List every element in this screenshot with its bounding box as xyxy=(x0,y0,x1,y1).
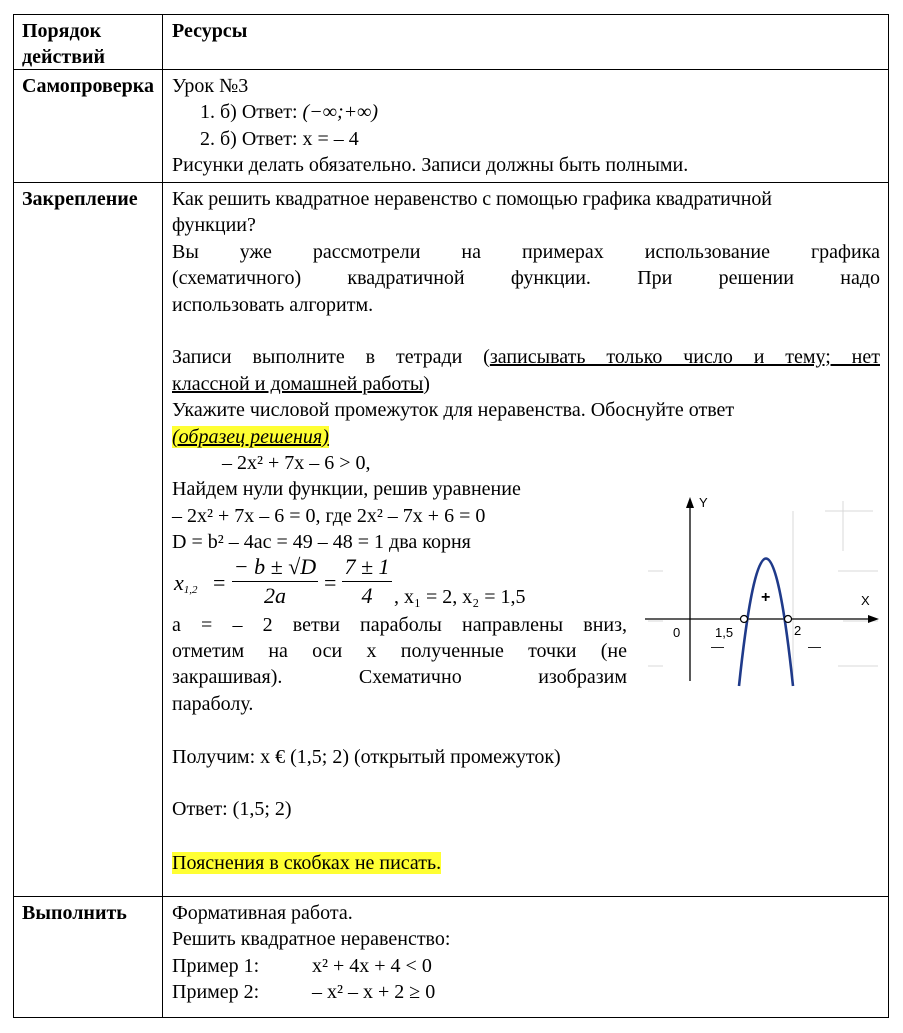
selfcheck-label-cell xyxy=(14,70,163,182)
roots-result: , x₁ = 2, x₂ = 1,5 xyxy=(394,585,526,608)
notes-prefix: Записи выполните в тетради ( xyxy=(172,346,490,369)
spacer xyxy=(172,717,880,743)
item-1-text: б) Ответ: xyxy=(220,101,298,124)
execute-label-cell xyxy=(14,897,163,1017)
selfcheck-note: Рисунки делать обязательно. Записи должны быть полными. xyxy=(172,154,689,177)
execute-row xyxy=(14,897,888,1017)
inequality: – 2x² + 7x – 6 > 0, xyxy=(222,452,371,475)
notes-underlined-2: классной и домашней работы xyxy=(172,372,424,395)
example-1 xyxy=(172,953,880,979)
consolidation-label: Закрепление xyxy=(22,188,138,210)
example-2 xyxy=(172,979,880,1005)
roots-equals-2: = xyxy=(324,569,337,595)
header-col-resources xyxy=(163,15,888,69)
paragraph-2 xyxy=(172,612,627,718)
item-1-number: 1. xyxy=(200,101,215,124)
question-line-2: функции? xyxy=(172,214,256,237)
spacer xyxy=(172,770,880,796)
header-row xyxy=(14,15,888,70)
zeros-intro: Найдем нули функции, решив уравнение xyxy=(172,478,521,501)
notes-line-2 xyxy=(172,371,880,397)
equation: – 2x² + 7x – 6 = 0, где 2x² – 7x + 6 = 0 xyxy=(172,504,486,527)
sample-link-line xyxy=(172,424,880,450)
origin-label: 0 xyxy=(673,625,681,640)
roots-subscript: 1,2 xyxy=(183,583,198,596)
root-label-right: 2 xyxy=(794,623,802,638)
consolidation-content xyxy=(163,183,888,896)
consolidation-row xyxy=(14,183,888,897)
notes-line-1 xyxy=(172,344,880,370)
parabola-curve xyxy=(739,559,793,687)
notes-underlined-1: записывать только число и тему; нет xyxy=(489,346,880,369)
example-2-label: Пример 2: xyxy=(172,981,260,1004)
paragraph-2-line-2: отметим на оси x полученные точки (не xyxy=(172,640,627,663)
selfcheck-item-2 xyxy=(172,126,880,152)
selfcheck-content xyxy=(163,70,888,182)
task-text: Укажите числовой промежуток для неравенства. Обоснуйте ответ xyxy=(172,399,735,422)
header-col-actions xyxy=(14,15,163,69)
fraction-2 xyxy=(342,554,392,610)
minus-sign-left: — xyxy=(711,639,724,654)
spacer xyxy=(172,318,880,344)
item-2-text: б) Ответ: x = – 4 xyxy=(220,127,359,150)
header-col-resources-label: Ресурсы xyxy=(172,20,248,42)
execute-content xyxy=(163,897,888,1017)
selfcheck-label: Самопроверка xyxy=(22,75,154,97)
warning-text: Пояснения в скобках не писать. xyxy=(172,852,442,875)
y-axis-label: Y xyxy=(699,495,708,510)
consolidation-label-cell xyxy=(14,183,163,896)
y-axis-arrow-icon xyxy=(686,497,694,508)
sample-solution-link[interactable]: (образец решения) xyxy=(172,425,329,448)
fraction-1 xyxy=(232,554,318,610)
lesson-table xyxy=(13,14,889,1018)
parabola-graph xyxy=(643,491,883,691)
lesson-number: Урок №3 xyxy=(172,75,249,97)
execute-line-2: Решить квадратное неравенство: xyxy=(172,928,451,951)
warning-line xyxy=(172,850,880,876)
plus-sign: + xyxy=(761,589,771,606)
paragraph-2-line-3: закрашивая). Схематично изобразим xyxy=(172,666,627,689)
item-1-answer: (−∞;+∞) xyxy=(302,101,379,124)
selfcheck-row xyxy=(14,70,888,183)
example-2-expr: – x² – x + 2 ≥ 0 xyxy=(312,981,436,1004)
item-2-number: 2. xyxy=(200,127,215,150)
fraction-2-numerator: 7 ± 1 xyxy=(344,553,390,579)
roots-equals-1: = xyxy=(213,569,226,595)
example-1-expr: x² + 4x + 4 < 0 xyxy=(312,954,432,977)
discriminant: D = b² – 4ac = 49 – 48 = 1 два корня xyxy=(172,531,471,554)
selfcheck-item-1 xyxy=(172,99,880,125)
paragraph-2-line-4: параболу. xyxy=(172,692,254,715)
fraction-2-denominator: 4 xyxy=(361,583,373,609)
x-axis-label: X xyxy=(861,593,870,608)
root-label-left: 1,5 xyxy=(715,625,734,640)
root-point-left xyxy=(741,616,748,623)
question-line-1: Как решить квадратное неравенство с помощью графика квадратичной xyxy=(172,188,772,210)
answer-line: Ответ: (1,5; 2) xyxy=(172,798,292,821)
roots-lhs: $x_{1,2}$ xyxy=(174,569,198,596)
paragraph-1-line-2: (схематичного) квадратичной функции. При решении надо xyxy=(172,267,880,290)
notes-suffix: ) xyxy=(423,372,430,395)
header-col-actions-label: Порядок действий xyxy=(22,20,106,68)
fraction-1-denominator: 2a xyxy=(264,583,286,609)
example-1-label: Пример 1: xyxy=(172,954,260,977)
execute-label: Выполнить xyxy=(22,902,127,924)
minus-sign-right: — xyxy=(808,639,821,654)
paragraph-1-line-3: использовать алгоритм. xyxy=(172,293,374,316)
x-axis-arrow-icon xyxy=(868,615,879,623)
execute-line-1: Формативная работа. xyxy=(172,902,353,924)
result-line: Получим: x € (1,5; 2) (открытый промежуток) xyxy=(172,745,561,768)
paragraph-2-line-1: a = – 2 ветви параболы направлены вниз, xyxy=(172,613,627,636)
paragraph-1-line-1: Вы уже рассмотрели на примерах использование графика xyxy=(172,240,880,263)
root-point-right xyxy=(785,616,792,623)
spacer xyxy=(172,823,880,849)
fraction-1-numerator: − b ± √D xyxy=(233,553,317,579)
